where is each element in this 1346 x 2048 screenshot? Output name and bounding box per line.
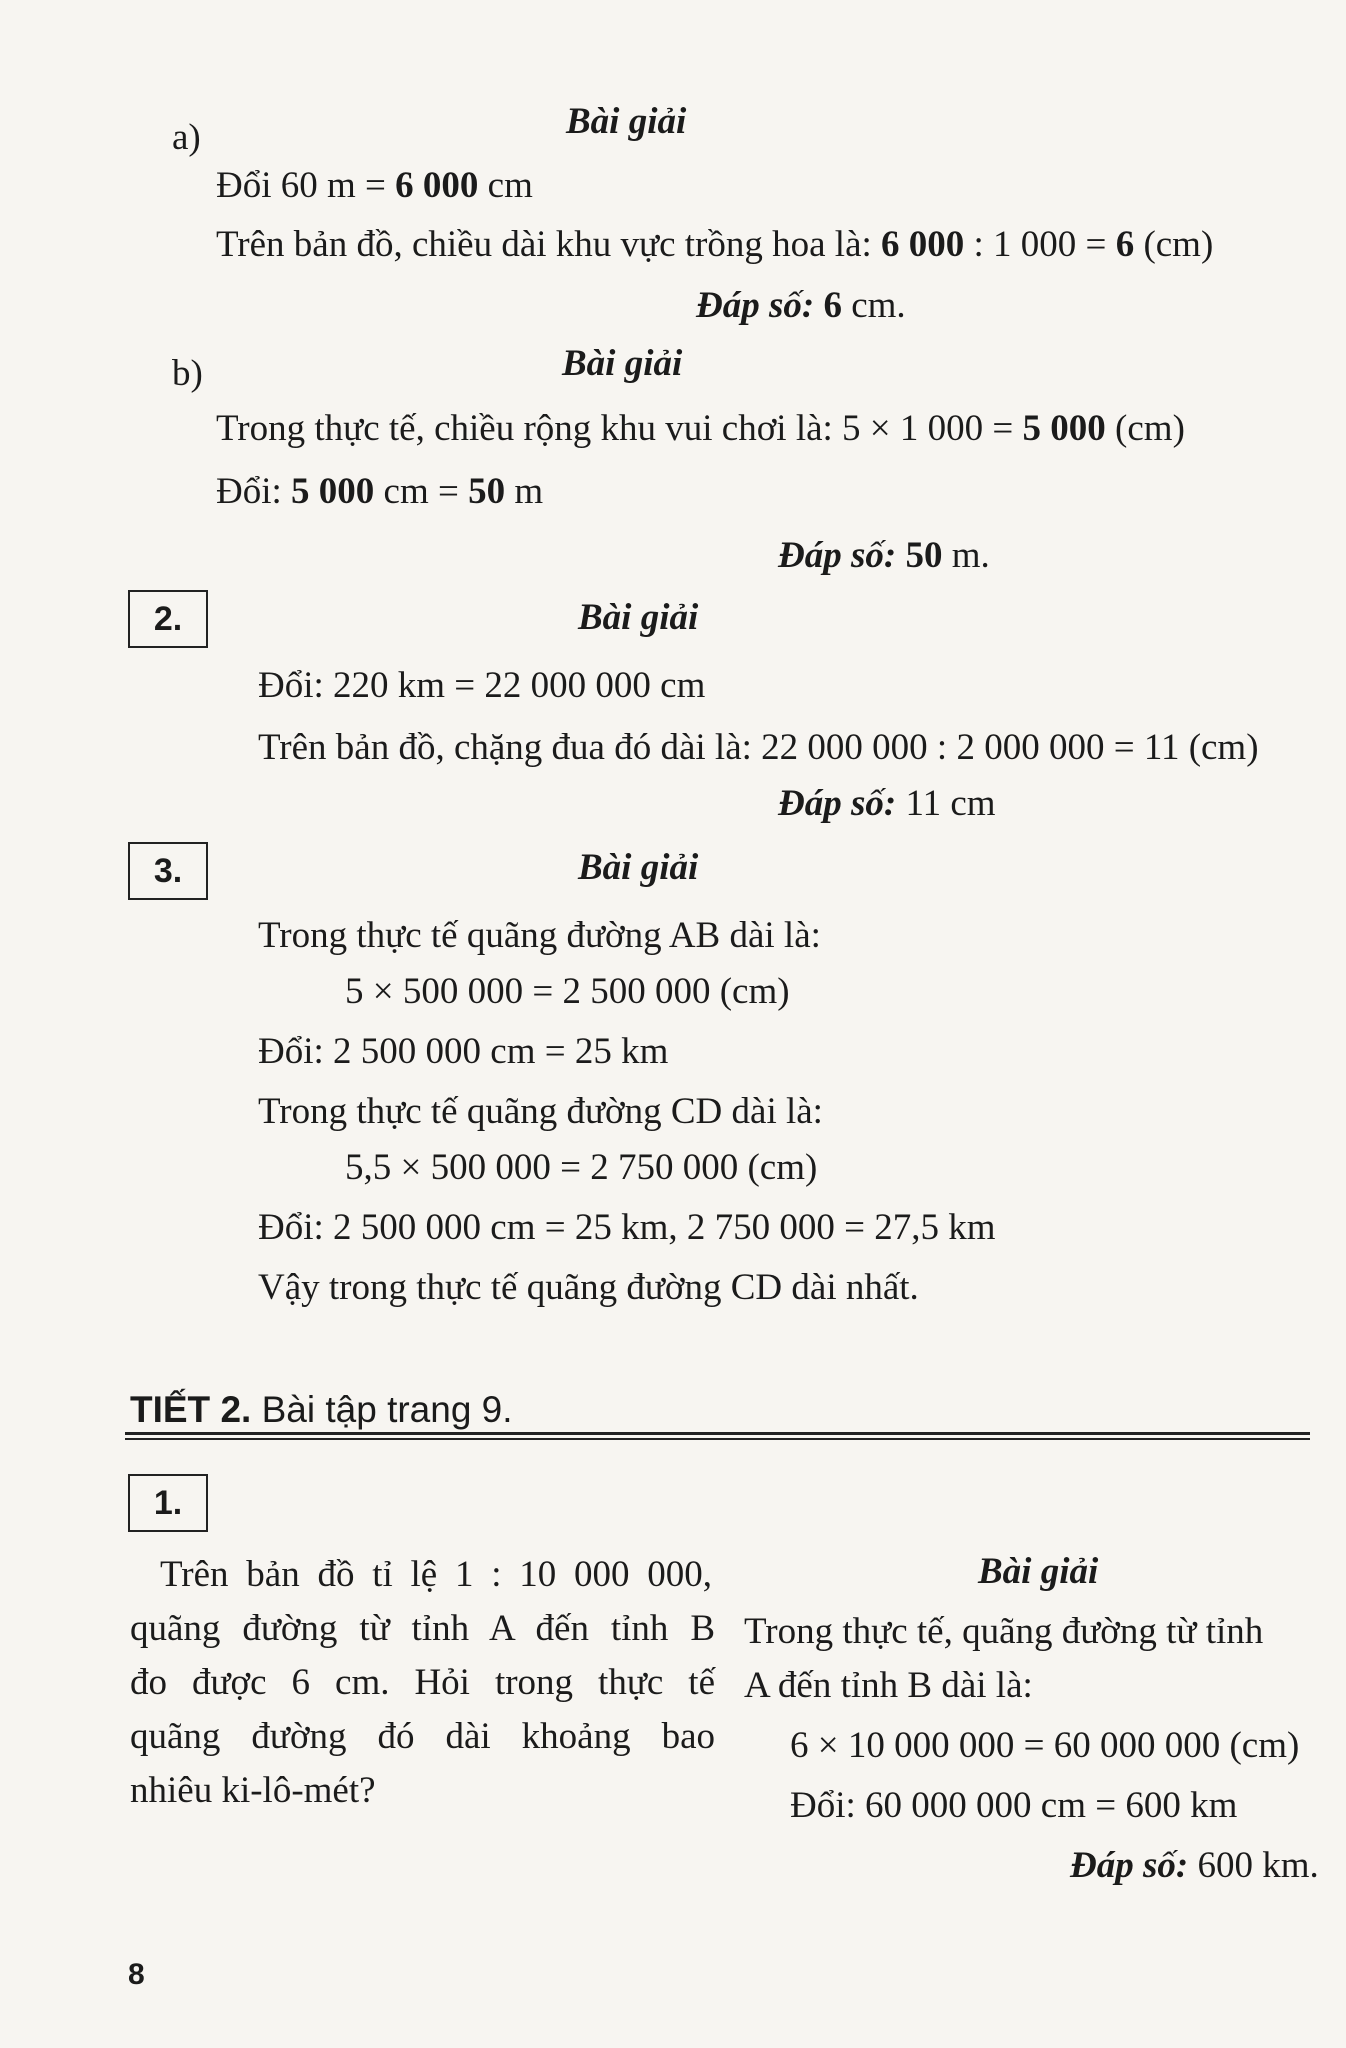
part-b-label: b) (172, 353, 203, 394)
exercise-2-title: Bài giải (578, 597, 699, 638)
exercise-2-line2: Trên bản đồ, chặng đua đó dài là: 22 000 000 : 2 000 000 = 11 (cm) (258, 727, 1259, 768)
exercise-1-question-line: quãng đường đó dài khoảng bao (130, 1716, 715, 1757)
section-heading: TIẾT 2. Bài tập trang 9. (130, 1389, 513, 1430)
exercise-1-solution-line1: Trong thực tế, quãng đường từ tỉnh (744, 1611, 1264, 1652)
part-a-answer: Đáp số: 6 cm. (696, 285, 906, 326)
part-a-line1: Đổi 60 m = 6 000 cm (216, 165, 533, 206)
exercise-2-line1: Đổi: 220 km = 22 000 000 cm (258, 665, 706, 706)
exercise-3-line2: 5 × 500 000 = 2 500 000 (cm) (345, 971, 790, 1012)
exercise-1-number: 1. (128, 1474, 208, 1532)
part-b-answer: Đáp số: 50 m. (778, 535, 990, 576)
exercise-1-answer: Đáp số: 600 km. (1070, 1845, 1319, 1886)
exercise-1-solution-line4: Đổi: 60 000 000 cm = 600 km (790, 1785, 1238, 1826)
exercise-3-title: Bài giải (578, 847, 699, 888)
part-b-line1: Trong thực tế, chiều rộng khu vui chơi là: 5 × 1 000 = 5 000 (cm) (216, 408, 1185, 449)
part-b-line2: Đổi: 5 000 cm = 50 m (216, 471, 544, 512)
exercise-3-line1: Trong thực tế quãng đường AB dài là: (258, 915, 821, 956)
exercise-3-number: 3. (128, 842, 208, 900)
exercise-3-line6: Đổi: 2 500 000 cm = 25 km, 2 750 000 = 27,5 km (258, 1207, 996, 1248)
part-a-label: a) (172, 117, 201, 158)
exercise-1-question-line: Trên bản đồ tỉ lệ 1 : 10 000 000, (160, 1554, 712, 1595)
exercise-1-title: Bài giải (978, 1551, 1099, 1592)
page-number: 8 (128, 1958, 145, 1991)
exercise-1-solution-line3: 6 × 10 000 000 = 60 000 000 (cm) (790, 1725, 1300, 1766)
exercise-3-line4: Trong thực tế quãng đường CD dài là: (258, 1091, 823, 1132)
part-b-title: Bài giải (562, 343, 683, 384)
exercise-1-question-line: nhiêu ki-lô-mét? (130, 1770, 376, 1811)
exercise-1-solution-line2: A đến tỉnh B dài là: (744, 1665, 1033, 1706)
exercise-2-answer: Đáp số: 11 cm (778, 783, 996, 824)
exercise-1-question-line: đo được 6 cm. Hỏi trong thực tế (130, 1662, 715, 1703)
divider (125, 1432, 1310, 1435)
exercise-2-number: 2. (128, 590, 208, 648)
part-a-line2: Trên bản đồ, chiều dài khu vực trồng hoa là: 6 000 : 1 000 = 6 (cm) (216, 224, 1214, 265)
exercise-1-question-line: quãng đường từ tỉnh A đến tỉnh B (130, 1608, 715, 1649)
exercise-3-line5: 5,5 × 500 000 = 2 750 000 (cm) (345, 1147, 818, 1188)
exercise-3-line7: Vậy trong thực tế quãng đường CD dài nhất. (258, 1267, 919, 1308)
part-a-title: Bài giải (566, 101, 687, 142)
exercise-3-line3: Đổi: 2 500 000 cm = 25 km (258, 1031, 669, 1072)
divider (125, 1438, 1310, 1440)
